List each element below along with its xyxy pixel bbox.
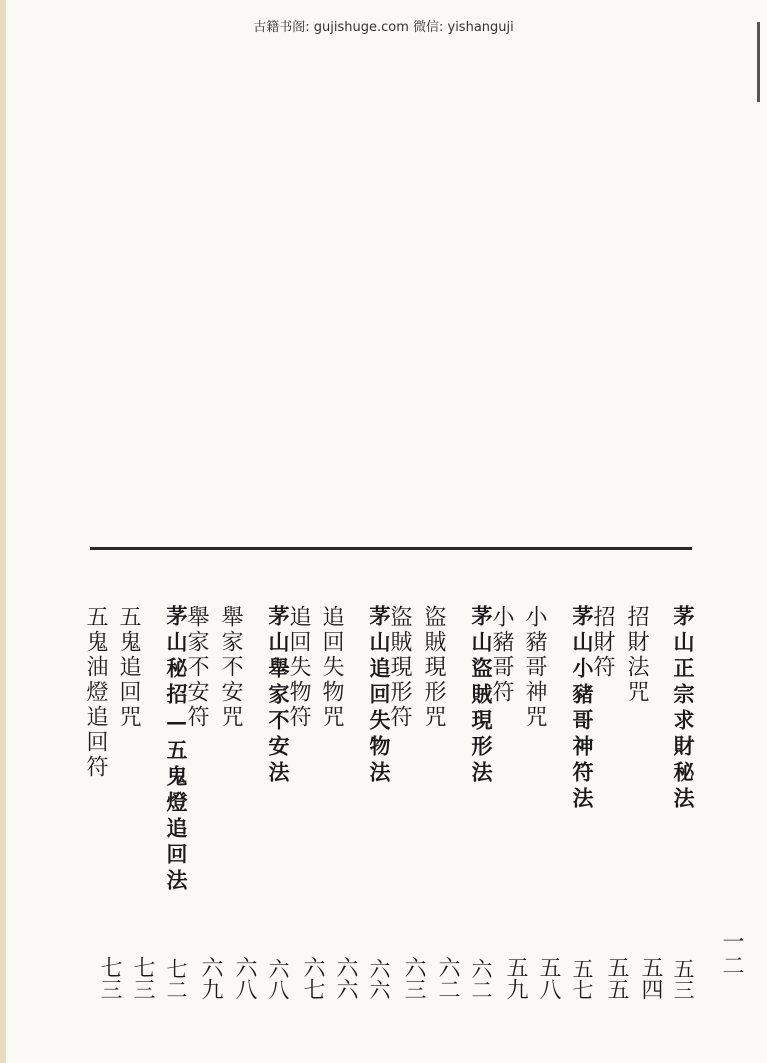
- toc-label: 追回失物符: [286, 605, 311, 730]
- page-number: 一二: [719, 930, 744, 978]
- toc-page-number: 六二: [469, 958, 493, 1000]
- toc-label: 茅山秘招—五鬼燈追回法: [164, 605, 189, 895]
- toc-label: 舉家不安咒: [218, 605, 243, 730]
- toc-page-number: 七三: [130, 956, 155, 1000]
- toc-page-number: 五三: [671, 958, 695, 1000]
- toc-label: 追回失物咒: [319, 605, 344, 730]
- toc-label: 小豬哥神咒: [522, 605, 547, 730]
- toc-page-number: 六八: [266, 958, 290, 1000]
- toc-page-number: 六三: [401, 956, 426, 1000]
- toc-page-number: 六九: [198, 956, 223, 1000]
- toc-page-number: 七二: [164, 958, 188, 1000]
- toc-page-number: 五九: [503, 956, 528, 1000]
- toc-label: 五鬼油燈追回符: [83, 605, 108, 780]
- toc-page-number: 六二: [435, 956, 460, 1000]
- toc-label: 盜賊現形咒: [421, 605, 446, 730]
- toc-entry: [286, 605, 328, 1000]
- toc-page-number: 六七: [300, 956, 325, 1000]
- toc-label: 茅山盜賊現形法: [469, 605, 494, 787]
- toc-page-number: 六六: [367, 958, 391, 1000]
- watermark-text: 古籍书阁: gujishuge.com 微信: yishanguji: [253, 20, 514, 35]
- toc-page-number: 六六: [333, 956, 358, 1000]
- toc-entry: [489, 605, 531, 1000]
- toc-page-number: 五八: [536, 956, 561, 1000]
- toc-label: 招財法咒: [624, 605, 649, 705]
- toc-label: 茅山小豬哥神符法: [570, 605, 595, 813]
- toc-label: 招財符: [590, 605, 615, 680]
- toc-page-number: 五五: [604, 956, 629, 1000]
- toc-label: 茅山追回失物法: [367, 605, 392, 787]
- toc-label: 五鬼追回咒: [116, 605, 141, 730]
- toc-label: 小豬哥符: [489, 605, 514, 705]
- toc-label: 茅山正宗求財秘法: [671, 605, 696, 813]
- toc-page-number: 六八: [232, 956, 257, 1000]
- toc-entry: [83, 605, 125, 1000]
- toc-label: 盜賊現形符: [387, 605, 412, 730]
- toc-entry: [184, 605, 226, 1000]
- horizontal-rule: [90, 547, 692, 550]
- toc-entry: [387, 605, 429, 1000]
- toc-page-number: 七三: [97, 956, 122, 1000]
- toc-label: 舉家不安符: [184, 605, 209, 730]
- toc-label: 茅山舉家不安法: [266, 605, 291, 787]
- page-edge-mark: [757, 22, 760, 102]
- toc-entry: [590, 605, 632, 1000]
- toc-page-number: 五四: [638, 956, 663, 1000]
- toc-page-number: 五七: [570, 958, 594, 1000]
